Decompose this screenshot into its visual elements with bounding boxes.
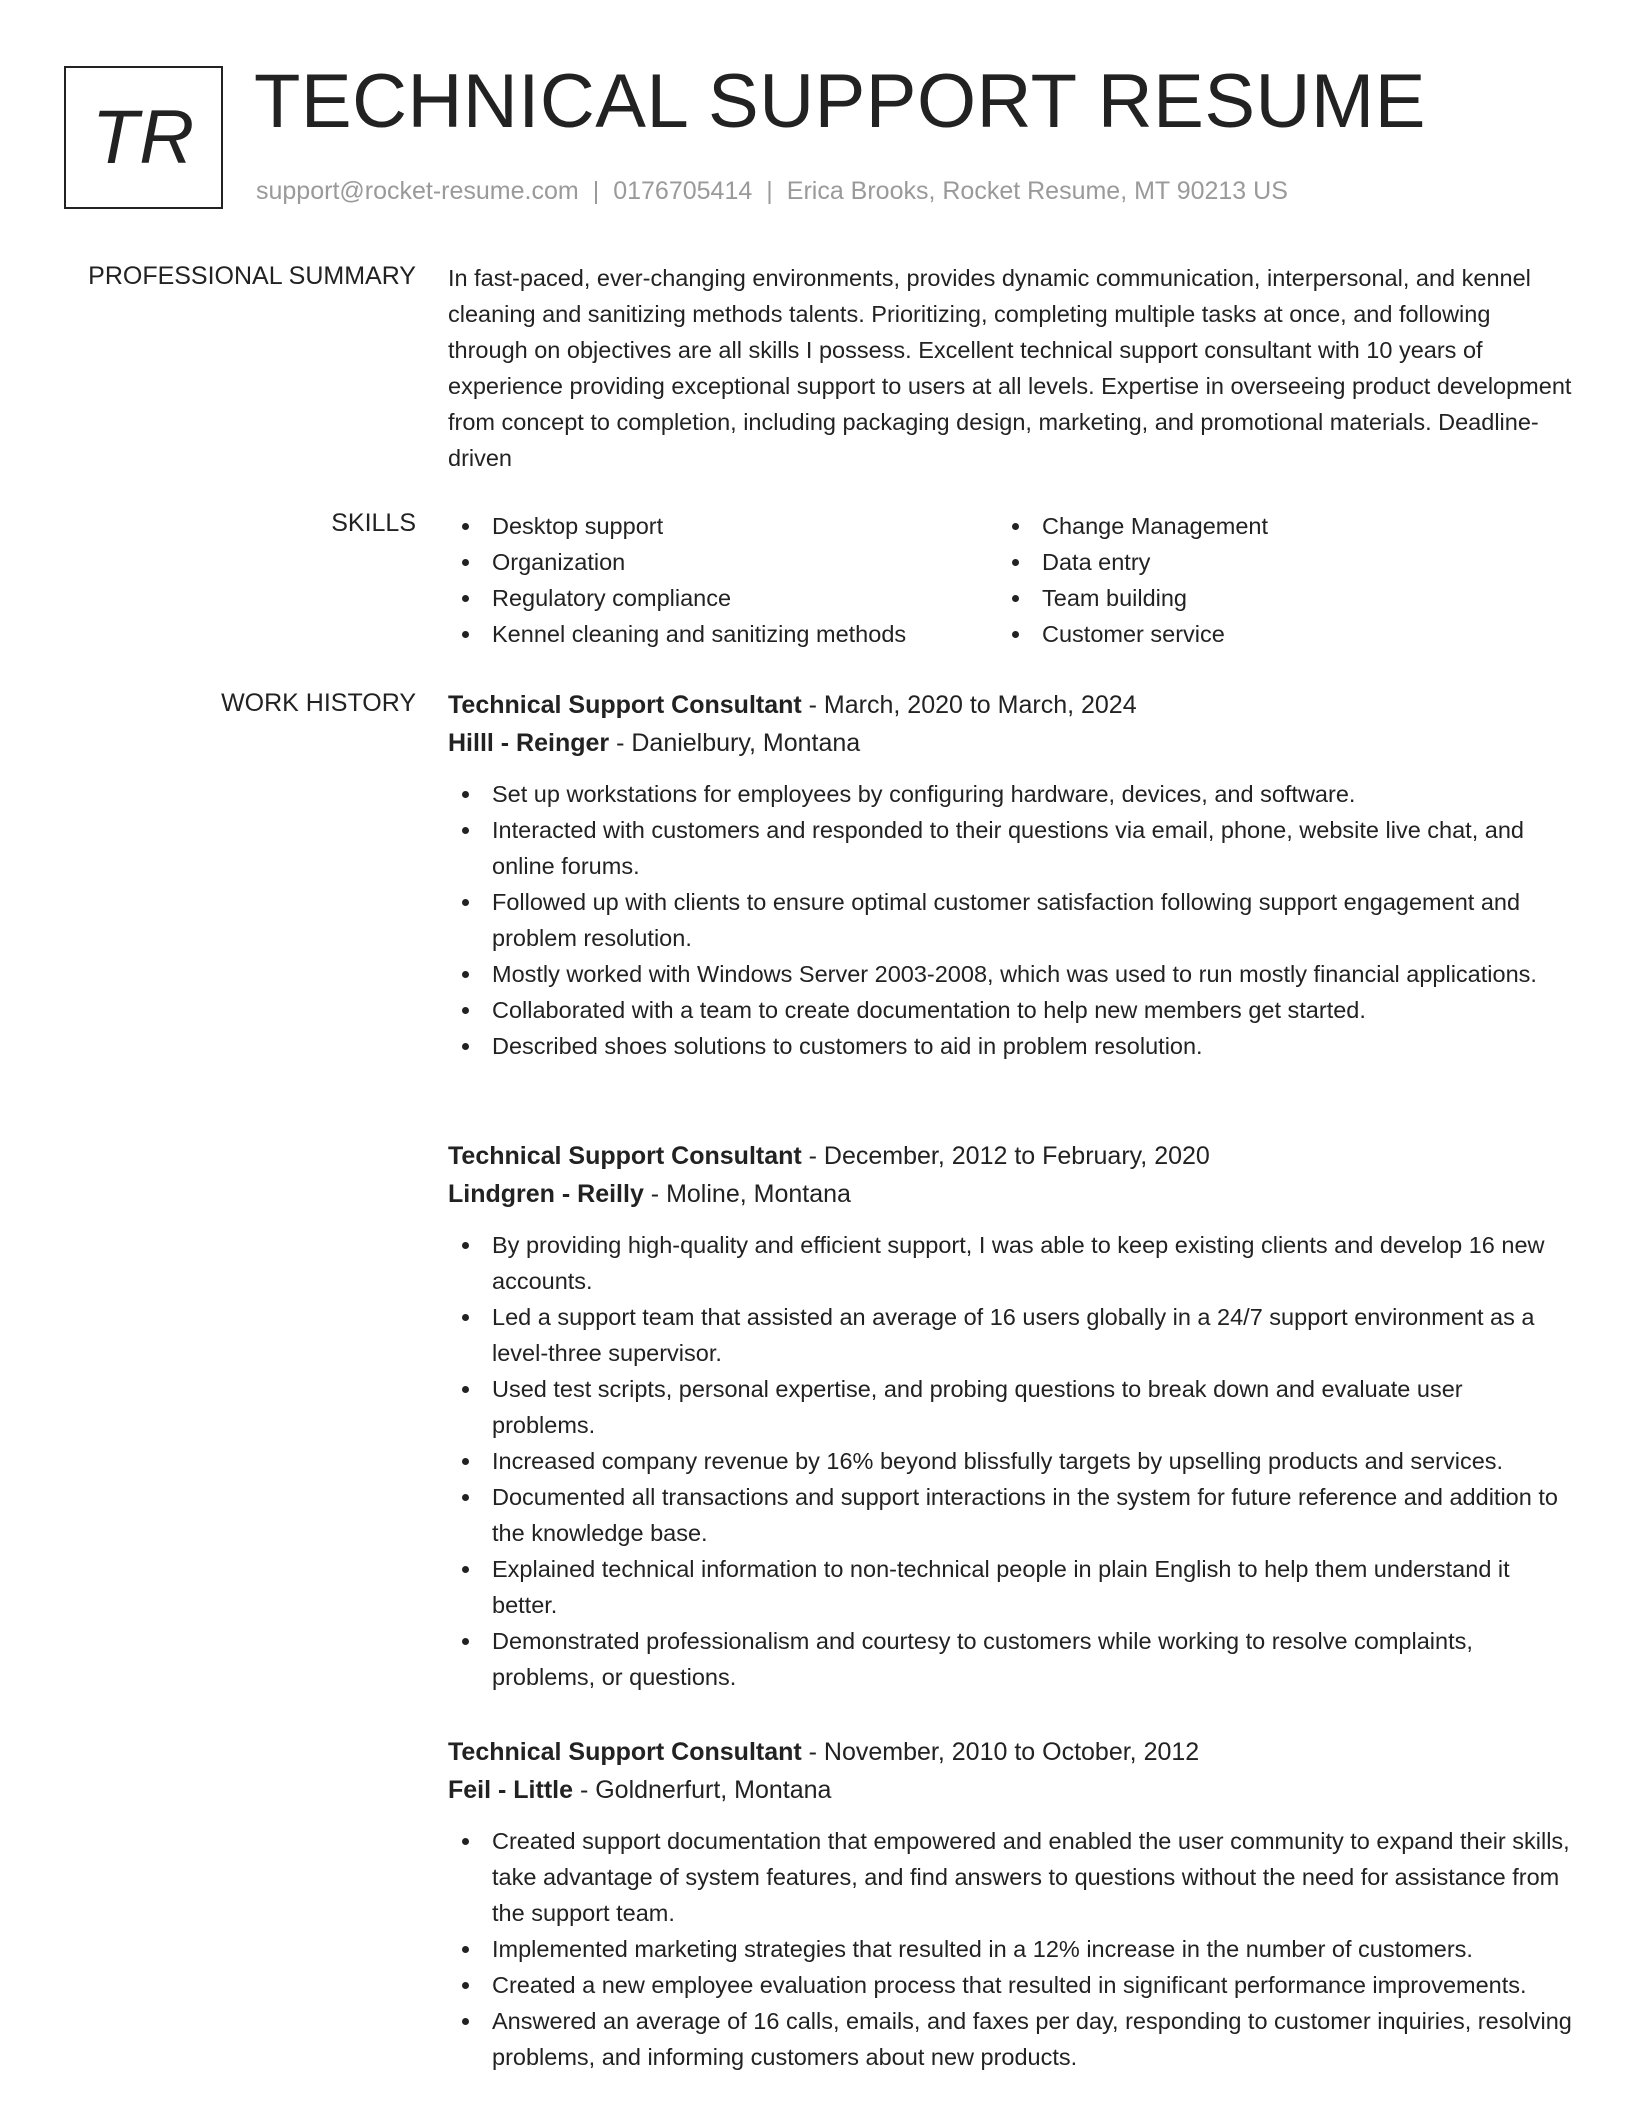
skill-item: Team building: [998, 580, 1268, 616]
contact-phone[interactable]: 0176705414: [613, 177, 753, 205]
job-dates: - November, 2010 to October, 2012: [801, 1738, 1200, 1766]
job-bullet: Created a new employee evaluation process that resulted in significant performance improvements.: [448, 1967, 1572, 2003]
job-title: Technical Support Consultant: [448, 1142, 802, 1170]
job-title-line: [448, 1733, 1572, 1771]
contact-line: [256, 175, 1288, 207]
job-title: Technical Support Consultant: [448, 1738, 802, 1766]
job-bullet: Set up workstations for employees by configuring hardware, devices, and software.: [448, 776, 1572, 812]
job-dates: - March, 2020 to March, 2024: [801, 691, 1137, 719]
job-bullet: Interacted with customers and responded to their questions via email, phone, website live chat, and online forums.: [448, 812, 1572, 884]
skill-item: Desktop support: [448, 508, 998, 544]
summary-text: In fast-paced, ever-changing environments, provides dynamic communication, interpersonal, and kennel cleaning and sanitizing methods talents. Prioritizing, completing multiple tasks at once, and following through on objectives are all skills I possess. Excellent technical support consultant with 10 years of experience providing exceptional support to users at all levels. Expertise in overseeing product development from concept to completion, including packaging design, marketing, and promotional materials. Deadline-driven: [448, 265, 1572, 471]
job-location: - Goldnerfurt, Montana: [573, 1776, 832, 1804]
job-entry: [448, 1137, 1572, 1695]
work-history-heading: WORK HISTORY: [221, 689, 416, 717]
job-bullet: Described shoes solutions to customers to aid in problem resolution.: [448, 1028, 1572, 1064]
monogram-initials: TR: [91, 95, 196, 180]
skill-item: Kennel cleaning and sanitizing methods: [448, 616, 998, 652]
skill-item: Customer service: [998, 616, 1268, 652]
job-company: Hilll - Reinger: [448, 729, 610, 757]
job-bullet: Answered an average of 16 calls, emails, and faxes per day, responding to customer inquiries, resolving problems, and informing customers about new products.: [448, 2003, 1572, 2075]
contact-separator: |: [766, 177, 773, 205]
job-bullets: [448, 1823, 1572, 2075]
skills-column-2: [998, 508, 1268, 652]
job-bullet: Used test scripts, personal expertise, and probing questions to break down and evaluate user problems.: [448, 1371, 1572, 1443]
job-title-line: [448, 686, 1572, 724]
job-company-line: [448, 724, 1572, 762]
monogram-badge: [64, 66, 223, 209]
job-bullet: Increased company revenue by 16% beyond blissfully targets by upselling products and services.: [448, 1443, 1572, 1479]
job-bullet: By providing high-quality and efficient support, I was able to keep existing clients and develop 16 new accounts.: [448, 1227, 1572, 1299]
contact-email[interactable]: support@rocket-resume.com: [256, 177, 579, 205]
job-title-line: [448, 1137, 1572, 1175]
skill-item: Organization: [448, 544, 998, 580]
job-company: Feil - Little: [448, 1776, 573, 1804]
job-entry: [448, 1733, 1572, 2075]
job-bullet: Implemented marketing strategies that resulted in a 12% increase in the number of customers.: [448, 1931, 1572, 1967]
contact-separator: |: [592, 177, 600, 205]
skill-item: Change Management: [998, 508, 1268, 544]
job-bullets: [448, 776, 1572, 1064]
job-company: Lindgren - Reilly: [448, 1180, 644, 1208]
job-entry: [448, 686, 1572, 1064]
job-bullet: Mostly worked with Windows Server 2003-2008, which was used to run mostly financial applications.: [448, 956, 1572, 992]
job-company-line: [448, 1175, 1572, 1213]
job-bullet: Created support documentation that empowered and enabled the user community to expand their skills, take advantage of system features, and find answers to questions without the need for assistance from the support team.: [448, 1823, 1572, 1931]
skill-item: Data entry: [998, 544, 1268, 580]
skills-list: [448, 508, 1572, 652]
job-dates: - December, 2012 to February, 2020: [801, 1142, 1210, 1170]
job-bullet: Collaborated with a team to create documentation to help new members get started.: [448, 992, 1572, 1028]
job-location: - Danielbury, Montana: [609, 729, 861, 757]
skills-heading: SKILLS: [331, 509, 416, 537]
job-bullet: Led a support team that assisted an average of 16 users globally in a 24/7 support environment as a level-three supervisor.: [448, 1299, 1572, 1371]
job-bullet: Followed up with clients to ensure optimal customer satisfaction following support engagement and problem resolution.: [448, 884, 1572, 956]
job-bullets: [448, 1227, 1572, 1695]
job-bullet: Explained technical information to non-technical people in plain English to help them understand it better.: [448, 1551, 1572, 1623]
resume-title: TECHNICAL SUPPORT RESUME: [254, 59, 1426, 144]
job-bullet: Documented all transactions and support interactions in the system for future reference and addition to the knowledge base.: [448, 1479, 1572, 1551]
job-title: Technical Support Consultant: [448, 691, 802, 719]
job-company-line: [448, 1771, 1572, 1809]
skill-item: Regulatory compliance: [448, 580, 998, 616]
job-bullet: Demonstrated professionalism and courtesy to customers while working to resolve complaints, problems, or questions.: [448, 1623, 1572, 1695]
skills-column-1: [448, 508, 998, 652]
summary-heading: PROFESSIONAL SUMMARY: [88, 262, 416, 290]
job-location: - Moline, Montana: [643, 1180, 851, 1208]
contact-address: Erica Brooks, Rocket Resume, MT 90213 US: [786, 177, 1288, 205]
